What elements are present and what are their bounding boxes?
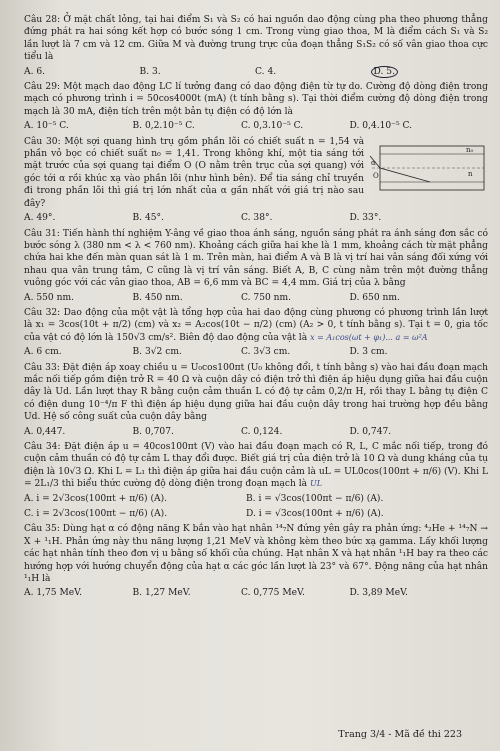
option-b: B. i = √3cos(100πt − π/6) (A). (246, 493, 384, 504)
option-a: A. 550 nm. (24, 292, 74, 303)
question-35: Câu 35: Dùng hạt α có động năng K bắn vào hạt nhân ¹⁴₇N đứng yên gây ra phản ứng: ⁴₂He + ¹⁴₇N → X + ¹₁H. Phản ứng này thu năng lượng 1,21 MeV và không kèm theo bức xạ gamma. Lấy khối lượng các hạt nhân tính theo đơn vị u bằng số khối của chúng. Hạt nhân X và hạt nhân ¹₁H bay ra theo các hướng hợp với hướng chuyển động của hạt α các góc lần lượt là 23° và 67°. Động năng của hạt nhân ¹₁H là (24, 524, 488, 585)
question-34 (24, 441, 488, 491)
option-c: C. 750 nm. (241, 292, 292, 303)
option-c: C. 0,124. (241, 426, 283, 437)
option-b: B. 0,707. (132, 426, 174, 437)
question-28: Câu 28: Ở mặt chất lỏng, tại hai điểm S₁ và S₂ có hai nguồn dao động cùng pha theo phương thẳng đứng phát ra hai sóng kết hợp có bước sóng 1 cm. Trong vùng giao thoa, M là điểm cách S₁ và S₂ lần lượt là 7 cm và 12 cm. Giữa M và đường trung trực của đoạn thẳng S₁S₂ có số vân giao thoa cực tiểu là (24, 15, 488, 63)
options-31 (24, 292, 488, 304)
option-d: D. i = √3cos(100πt + π/6) (A). (246, 509, 384, 520)
option-d: D. 3,89 MeV. (349, 588, 408, 599)
options-28 (24, 66, 488, 78)
options-30 (24, 212, 488, 224)
option-b: B. 3√2 cm. (132, 347, 182, 358)
option-d-circled: D. 5. (371, 66, 398, 78)
option-c: C. i = 2√3cos(100πt − π/6) (A). (24, 509, 168, 520)
option-a: A. 1,75 MeV. (24, 588, 83, 599)
question-33: Câu 33: Đặt điện áp xoay chiều u = U₀cos100πt (U₀ không đổi, t tính bằng s) vào hai đầu đoạn mạch mắc nối tiếp gồm điện trở R = 40 Ω và cuộn dây có điện trở thì điện áp hiệu dụng giữa hai đầu cuộn dây là Ud. Lần lượt thay R bằng cuộn cảm thuần L có độ tự cảm 0,2/π H, rồi thay L bằng tụ điện C có điện dung 10⁻⁴/π F thì điện áp hiệu dụng giữa hai đầu cuộn dây trong hai trường hợp đều bằng Ud. Hệ số công suất của cuộn dây bằng (24, 362, 488, 423)
option-b: B. 45°. (132, 213, 164, 224)
question-29: Câu 29: Một mạch dao động LC lí tưởng đang có dao động điện từ tự do. Cường độ dòng điện trong mạch có phương trình i = 50cos4000t (mA) (t tính bằng s). Tại thời điểm cường độ dòng điện trong mạch là 30 mA, điện tích trên một bản tụ điện có độ lớn là (24, 82, 488, 117)
label-n0: n₀ (466, 145, 474, 154)
option-a: A. 0,447. (24, 426, 66, 437)
option-d: D. 650 nm. (349, 292, 400, 303)
option-c: C. 38°. (241, 213, 273, 224)
option-b: B. 450 nm. (132, 292, 183, 303)
option-d: D. 33°. (349, 213, 382, 224)
label-n: n (468, 169, 473, 178)
option-c: C. 0,3.10⁻⁵ C. (241, 121, 304, 132)
options-33 (24, 426, 488, 438)
options-32 (24, 346, 488, 358)
label-o: O (373, 171, 379, 180)
option-d: D. 0,747. (349, 426, 392, 437)
option-a: A. 10⁻⁵ C. (24, 121, 69, 132)
option-d: D. 0,4.10⁻⁵ C. (349, 121, 413, 132)
option-a: A. i = 2√3cos(100πt + π/6) (A). (24, 493, 168, 504)
handwritten-note: x = A₁cos(ωt + φ₁)... a = ω²A (310, 332, 428, 342)
question-32 (24, 307, 488, 344)
option-a: A. 6. (24, 66, 46, 77)
option-a: A. 49°. (24, 213, 56, 224)
page-footer: Trang 3/4 - Mã đề thi 223 (338, 728, 462, 740)
option-c: C. 0,775 MeV. (241, 588, 305, 599)
question-31: Câu 31: Tiến hành thí nghiệm Y-âng về giao thoa ánh sáng, nguồn sáng phát ra ánh sáng đơn sắc có bước sóng λ (380 nm < λ < 760 nm). Khoảng cách giữa hai khe là 1 mm, khoảng cách từ mặt phẳng chứa hai khe đến màn quan sát là 1 m. Trên màn, hai điểm A và B là vị trí hai vân sáng đối xứng với nhau qua vân trung tâm, C cũng là vị trí vân sáng. Biết A, B, C cùng nằm trên một đường thẳng vuông góc với các vân giao thoa, AB = 6,6 mm và BC = 4,4 mm. Giá trị của λ bằng (24, 228, 488, 289)
options-34-row1 (24, 493, 488, 505)
option-b: B. 3. (139, 66, 161, 77)
question-30: Câu 30: Một sợi quang hình trụ gồm phần lõi có chiết suất n = 1,54 và phần vỏ bọc có chiết suất n₀ = 1,41. Trong không khí, một tia sáng tới mặt trước của sợi quang tại điểm O (O nằm trên trục của sợi quang) với góc tới α rồi khúc xạ vào phần lõi (như hình bên). Để tia sáng chỉ truyền đi trong phần lõi thì giá trị lớn nhất của α gần nhất với giá trị nào sau đây? (24, 136, 364, 209)
handwritten-note: UL (310, 479, 323, 489)
option-d: D. 3 cm. (349, 347, 388, 358)
label-alpha: α (371, 158, 376, 167)
option-b: B. 0,2.10⁻⁵ C. (132, 121, 195, 132)
optical-fiber-figure (370, 138, 488, 198)
option-c: C. 3√3 cm. (241, 347, 291, 358)
question-32-text: Câu 32: Dao động của một vật là tổng hợp của hai dao động cùng phương có phương trình lần lượt là x₁ = 3cos(10t + π/2) (cm) và x₂ = A₂cos(10t − π/2) (cm) (A₂ > 0, t tính bằng s). Tại t = 0, gia tốc của vật có độ lớn là 150√3 cm/s². Biên độ dao động của vật là (24, 307, 488, 343)
options-29 (24, 120, 488, 132)
option-b: B. 1,27 MeV. (132, 588, 191, 599)
options-34-row2 (24, 508, 488, 520)
question-34-text: Câu 34: Đặt điện áp u = 40cos100πt (V) vào hai đầu đoạn mạch có R, L, C mắc nối tiếp, trong đó cuộn cảm thuần có độ tự cảm L thay đổi được. Biết giá trị của điện trở là 10 Ω và dung kháng của tụ điện là 10√3 Ω. Khi L = L₁ thì điện áp giữa hai đầu cuộn cảm là uL = UL0cos(100πt + π/6) (V). Khi L = 2L₁/3 thì biểu thức cường độ dòng điện trong đoạn mạch là (24, 442, 488, 490)
option-c: C. 4. (255, 66, 277, 77)
option-a: A. 6 cm. (24, 347, 62, 358)
options-35 (24, 587, 488, 599)
